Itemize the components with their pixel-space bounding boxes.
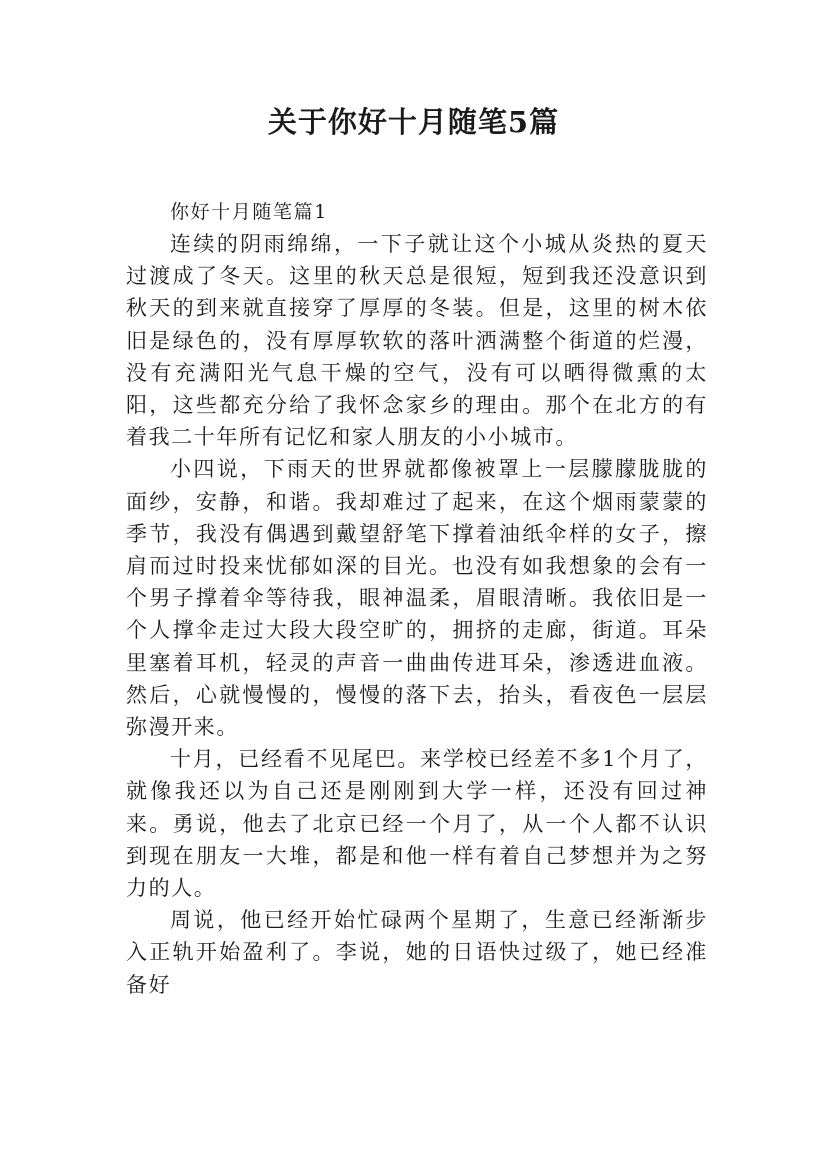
section-heading: 你好十月随笔篇1 xyxy=(170,201,328,223)
document-body xyxy=(126,196,708,1001)
paragraph-2: 小四说，下雨天的世界就都像被罩上一层朦朦胧胧的面纱，安静，和谐。我却难过了起来，在这个烟雨蒙蒙的季节，我没有偶遇到戴望舒笔下撑着油纸伞样的女子，擦肩而过时投来忧郁如深的目光。也没有如我想象的会有一个男子撑着伞等待我，眼神温柔，眉眼清晰。我依旧是一个人撑伞走过大段大段空旷的，拥挤的走廊，街道。耳朵里塞着耳机，轻灵的声音一曲曲传进耳朵，渗透进血液。然后，心就慢慢的，慢慢的落下去，抬头，看夜色一层层弥漫开来。 xyxy=(126,457,708,740)
paragraph-3: 十月，已经看不见尾巴。来学校已经差不多1个月了，就像我还以为自己还是刚刚到大学一样，还没有回过神来。勇说，他去了北京已经一个月了，从一个人都不认识到现在朋友一大堆，都是和他一样有着自己梦想并为之努力的人。 xyxy=(126,747,708,901)
paragraph-4: 周说，他已经开始忙碌两个星期了，生意已经渐渐步入正轨开始盈利了。李说，她的日语快过级了，她已经准备好 xyxy=(126,908,708,997)
document-title: 关于你好十月随笔5篇 xyxy=(267,105,560,139)
paragraph-1: 连续的阴雨绵绵，一下子就让这个小城从炎热的夏天过渡成了冬天。这里的秋天总是很短，短到我还没意识到秋天的到来就直接穿了厚厚的冬装。但是，这里的树木依旧是绿色的，没有厚厚软软的落叶洒满整个街道的烂漫，没有充满阳光气息干燥的空气，没有可以晒得微熏的太阳，这些都充分给了我怀念家乡的理由。那个在北方的有着我二十年所有记忆和家人朋友的小小城市。 xyxy=(126,232,708,450)
